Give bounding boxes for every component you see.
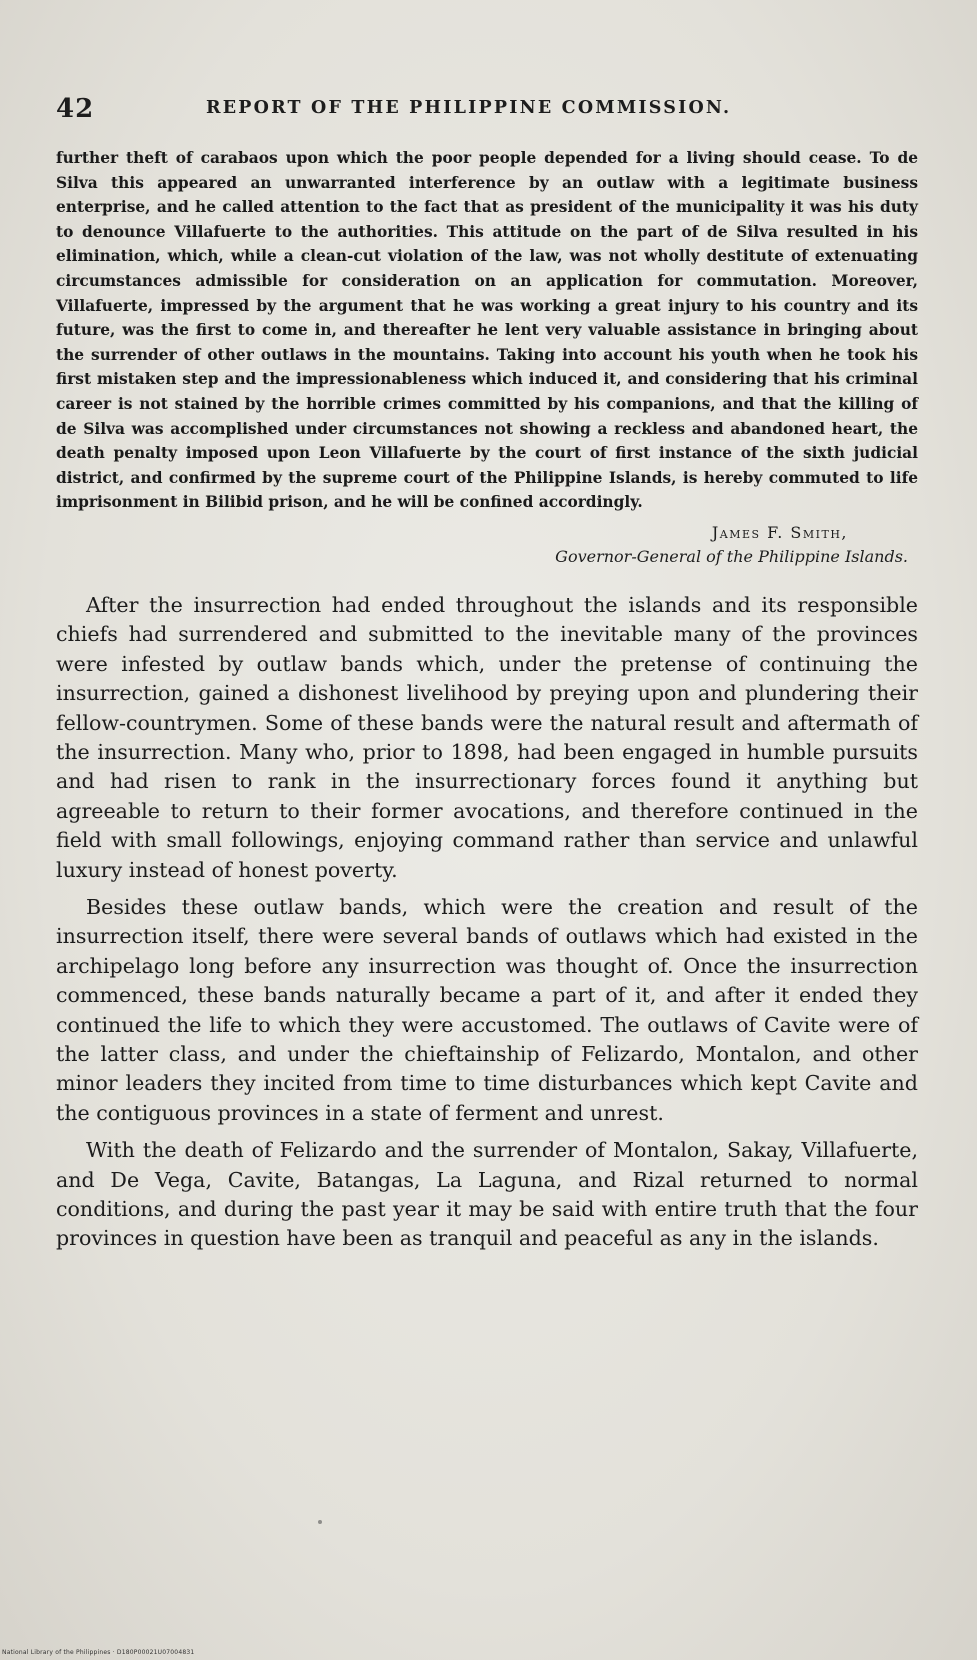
- document-page: [56, 92, 918, 1262]
- signature-name: James F. Smith,: [711, 522, 848, 542]
- page-number: 42: [56, 94, 95, 124]
- paragraph: With the death of Felizardo and the surrender of Montalon, Sakay, Villafuerte, and De Vega, Cavite, Batangas, La Laguna, and Rizal returned to normal conditions, and during the past year it may be said with entire truth that the four provinces in question have been as tranquil and peaceful as any in the islands.: [56, 1138, 918, 1251]
- paragraph: Besides these outlaw bands, which were the creation and result of the insurrection itself, there were several bands of outlaws which had existed in the archipelago long before any insurrection was thought of. Once the insurrection commenced, these bands naturally became a part of it, and after it ended they continued the life to which they were accustomed. The outlaws of Cavite were of the latter class, and under the chieftainship of Felizardo, Montalon, and other minor leaders they incited from time to time disturbances which kept Cavite and the contiguous provinces in a state of ferment and unrest.: [56, 894, 918, 1125]
- scan-speck: [318, 1520, 322, 1524]
- signature-block: [56, 521, 918, 569]
- body-text: [56, 591, 918, 1254]
- commutation-letter: [56, 146, 918, 515]
- library-footer: National Library of the Philippines · D180P00021U07004831: [2, 1649, 195, 1656]
- paragraph: After the insurrection had ended throughout the islands and its responsible chiefs had surrendered and submitted to the inevitable many of the provinces were infested by outlaw bands which, under the pretense of continuing the insurrection, gained a dishonest livelihood by preying upon and plundering their fellow-countrymen. Some of these bands were the natural result and aftermath of the insurrection. Many who, prior to 1898, had been engaged in humble pursuits and had risen to rank in the insurrectionary forces found it anything but agreeable to return to their former avocations, and therefore continued in the field with small followings, enjoying command rather than service and unlawful luxury instead of honest poverty.: [56, 592, 918, 882]
- page-header: [56, 92, 918, 132]
- running-head: REPORT OF THE PHILIPPINE COMMISSION.: [206, 98, 732, 118]
- letter-text: further theft of carabaos upon which the poor people depended for a living should cease. To de Silva this appeared an unwarranted interference by an outlaw with a legitimate business enterprise, and he called attention to the fact that as president of the municipality it was his duty to denounce Villafuerte to the authorities. This attitude on the part of de Silva resulted in his elimination, which, while a clean-cut violation of the law, was not wholly destitute of extenuating circumstances admissible for consideration on an application for commutation. Moreover, Villafuerte, impressed by the argument that he was working a great injury to his country and its future, was the first to come in, and thereafter he lent very valuable assistance in bringing about the surrender of other outlaws in the mountains. Taking into account his youth when he took his first mistaken step and the impressionableness which induced it, and considering that his criminal career is not stained by the horrible crimes committed by his companions, and that the killing of de Silva was accomplished under circumstances not showing a reckless and abandoned heart, the death penalty imposed upon Leon Villafuerte by the court of first instance of the sixth judicial district, and confirmed by the supreme court of the Philippine Islands, is hereby commuted to life imprisonment in Bilibid prison, and he will be confined accordingly.: [56, 149, 918, 512]
- signature-title: Governor-General of the Philippine Islands.: [555, 546, 908, 566]
